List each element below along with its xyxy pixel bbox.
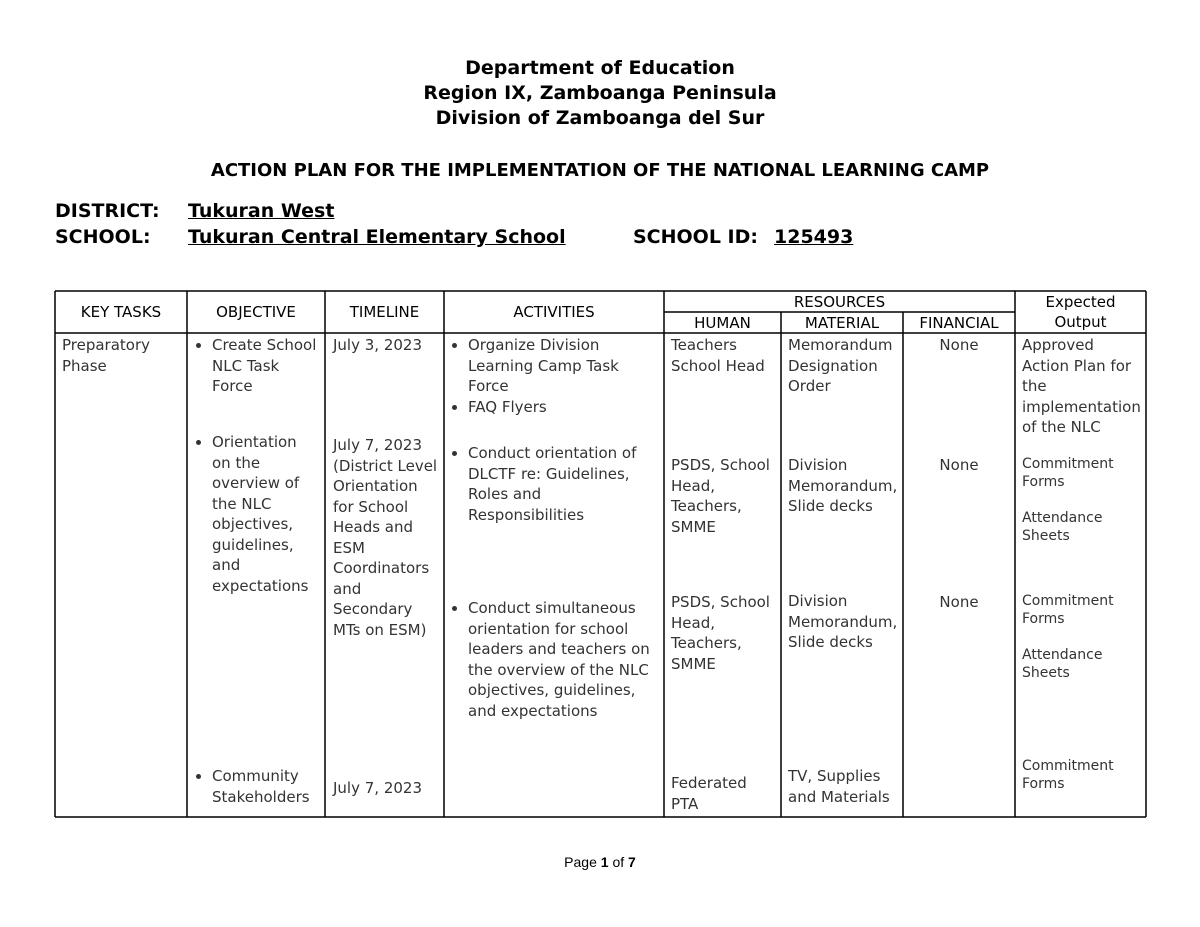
human-2: PSDS, School Head, Teachers, SMME (671, 456, 770, 536)
financial-2: None (939, 456, 979, 474)
human-3: PSDS, School Head, Teachers, SMME (671, 593, 770, 673)
output-2: Commitment Forms (1022, 456, 1114, 490)
key-task-cell: Preparatory Phase (62, 336, 151, 375)
objective-2-text: • Orientation on the overview of the NLC objectives, guidelines, and expectations (212, 432, 320, 596)
financial-1: None (939, 336, 979, 354)
header-key-tasks: KEY TASKS (80, 303, 162, 321)
header-objective: OBJECTIVE (216, 303, 296, 321)
plan-title: ACTION PLAN FOR THE IMPLEMENTATION OF THE NATIONAL LEARNING CAMP (210, 160, 990, 181)
activity-4: • Conduct simultaneous orientation for school leaders and teachers on the overview of the NLC objectives, guidelines, and expectations (468, 598, 658, 721)
district-label: DISTRICT: (55, 200, 160, 222)
footer-page-word: Page (564, 854, 597, 870)
activity-1: • Organize Division Learning Camp Task Force (468, 335, 658, 397)
footer-of-word: of (612, 854, 625, 870)
activity-group-3 (452, 598, 658, 721)
output-6: Commitment Forms (1022, 758, 1114, 792)
material-3: Division Memorandum, Slide decks (788, 592, 898, 651)
header-region: Region IX, Zamboanga Peninsula (423, 82, 777, 104)
objective-3 (196, 766, 320, 807)
activity-group-2 (452, 443, 658, 525)
header-timeline: TIMELINE (349, 303, 420, 321)
district-value: Tukuran West (188, 200, 335, 222)
financial-3: None (939, 593, 979, 611)
human-4: Federated PTA (671, 774, 747, 813)
objective-1 (196, 335, 320, 397)
output-5: Attendance Sheets (1022, 647, 1103, 681)
document-header (0, 56, 1200, 131)
school-label: SCHOOL: (55, 226, 151, 248)
objective-3-text: • Community Stakeholders (212, 766, 320, 807)
human-1: Teachers School Head (671, 336, 765, 375)
output-3: Attendance Sheets (1022, 510, 1103, 544)
objective-1-text: • Create School NLC Task Force (212, 335, 320, 397)
activity-2: • FAQ Flyers (468, 397, 658, 418)
school-id-value: 125493 (774, 226, 854, 248)
school-value: Tukuran Central Elementary School (188, 226, 566, 248)
header-resources: RESOURCES (793, 293, 886, 311)
timeline-3: July 7, 2023 (333, 779, 422, 797)
objective-2 (196, 432, 320, 596)
header-division: Division of Zamboanga del Sur (435, 107, 765, 129)
header-financial: FINANCIAL (919, 314, 999, 332)
output-1: Approved Action Plan for the implementation of the NLC (1022, 336, 1141, 436)
header-output: Output (1054, 313, 1107, 331)
school-id-label: SCHOOL ID: (633, 226, 758, 248)
footer-total-pages: 7 (628, 854, 636, 870)
header-activities: ACTIVITIES (513, 303, 595, 321)
material-1: Memorandum Designation Order (788, 336, 893, 395)
output-4: Commitment Forms (1022, 593, 1114, 627)
activity-3: • Conduct orientation of DLCTF re: Guidelines, Roles and Responsibilities (468, 443, 658, 525)
material-2: Division Memorandum, Slide decks (788, 456, 898, 515)
timeline-2: July 7, 2023 (District Level Orientation for School Heads and ESM Coordinators and Secondary MTs on ESM) (333, 436, 438, 639)
header-department: Department of Education (465, 57, 735, 79)
activity-group-1 (452, 335, 658, 417)
header-human: HUMAN (694, 314, 751, 332)
page-footer (0, 854, 1200, 870)
header-expected: Expected (1045, 293, 1116, 311)
timeline-1: July 3, 2023 (333, 336, 422, 354)
footer-current-page: 1 (600, 854, 609, 870)
header-material: MATERIAL (804, 314, 880, 332)
material-4: TV, Supplies and Materials (788, 767, 890, 806)
